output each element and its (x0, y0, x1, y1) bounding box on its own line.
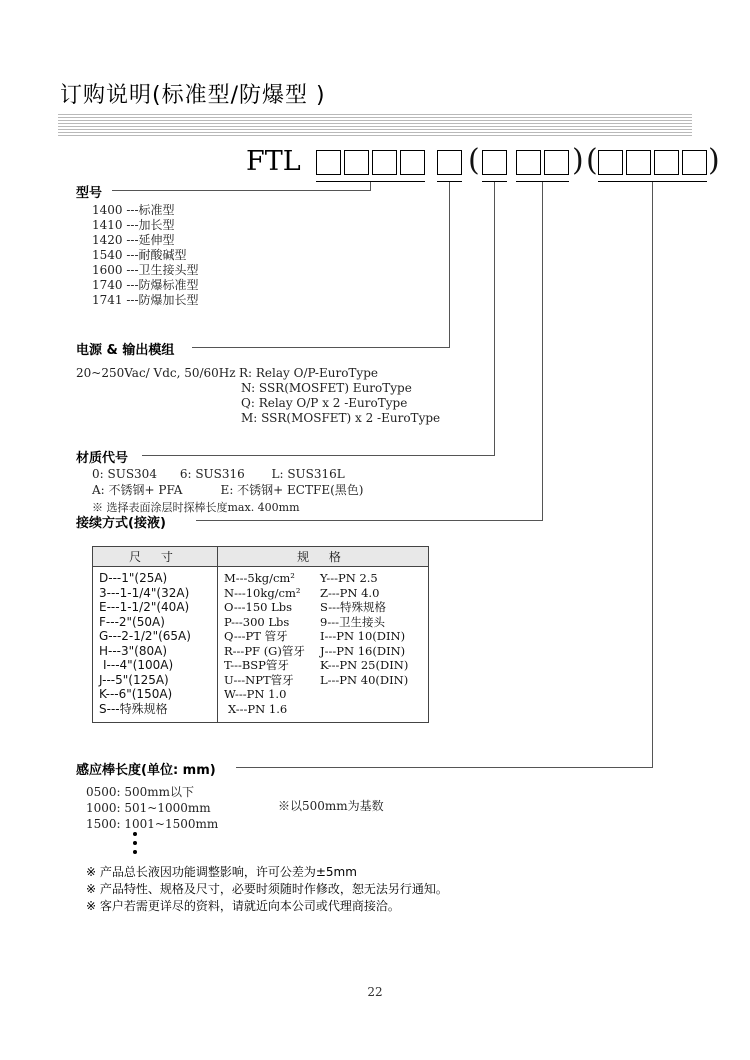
code-box-length-2 (626, 150, 651, 175)
model-item: 1600 ---卫生接头型 (92, 263, 199, 277)
length-item: 0500: 500mm以下 (86, 785, 195, 799)
length-item: 1500: 1001~1500mm (86, 817, 219, 831)
model-code-prefix: FTL (246, 146, 301, 177)
size-item: H---3"(80A) (99, 643, 168, 658)
connection-section-label: 接续方式(接液) (76, 516, 166, 531)
spec-item: P---300 Lbs (224, 614, 290, 629)
material-line-1: 0: SUS304 6: SUS316 L: SUS316L (92, 467, 345, 481)
size-item: 3---1-1/4"(32A) (99, 585, 190, 600)
code-box-connection-2 (544, 150, 569, 175)
length-leader-horizontal (236, 767, 652, 768)
power-leader-horizontal (192, 347, 449, 348)
power-leader-vertical (449, 182, 450, 348)
model-list (92, 203, 199, 308)
size-item: J---5"(125A) (99, 672, 169, 687)
code-box-length-1 (598, 150, 623, 175)
connection-spec-table (92, 546, 429, 723)
model-item: 1400 ---标准型 (92, 203, 175, 217)
material-line-2: A: 不锈钢+ PFA E: 不锈钢+ ECTFE(黑色) (92, 483, 364, 497)
power-output-list (239, 366, 440, 426)
spec-item: Q---PT 管牙 (224, 629, 288, 643)
power-section-label: 电源 & 输出模组 (76, 343, 175, 358)
spec-item: S---特殊规格 (320, 600, 386, 614)
footer-notes (86, 864, 448, 915)
spec-item: Y---PN 2.5 (320, 571, 378, 585)
material-section-label: 材质代号 (76, 451, 129, 466)
spec-item: Z---PN 4.0 (320, 585, 380, 600)
code-box-connection-1 (516, 150, 541, 175)
spec-item: K---PN 25(DIN) (320, 658, 409, 672)
model-item: 1740 ---防爆标准型 (92, 278, 199, 292)
code-box-length-3 (654, 150, 679, 175)
code-close-paren-2: ) (708, 143, 720, 178)
size-item: E---1-1/2"(40A) (99, 600, 190, 614)
table-header-spec: 规 格 (218, 547, 429, 567)
code-box-model-4 (400, 150, 425, 175)
spec-item: 9---卫生接头 (320, 614, 385, 629)
code-box-length-4 (682, 150, 707, 175)
spec-item: W---PN 1.0 (224, 687, 287, 701)
connection-leader-horizontal (196, 520, 542, 521)
code-box-model-1 (316, 150, 341, 175)
model-item: 1420 ---延伸型 (92, 233, 175, 247)
code-box-model-3 (372, 150, 397, 175)
connection-leader-vertical (542, 182, 543, 521)
code-open-paren-1: ( (468, 143, 480, 178)
spec-item: N---10kg/cm² (224, 585, 301, 600)
code-box-material (482, 150, 507, 175)
material-leader-vertical (494, 182, 495, 456)
length-leader-vertical (652, 182, 653, 768)
spec-item: R---PF (G)管牙 (224, 643, 305, 658)
code-box-model-2 (344, 150, 369, 175)
continuation-dots-icon (133, 832, 137, 859)
code-box-power (437, 150, 462, 175)
spec-list-cell (218, 567, 429, 723)
material-leader-horizontal (142, 455, 494, 456)
length-item: 1000: 501~1000mm (86, 801, 211, 815)
model-item: 1741 ---防爆加长型 (92, 293, 199, 307)
footer-note: ※ 产品特性、规格及尺寸，必要时须随时作修改，恕无法另行通知。 (86, 882, 448, 896)
spec-item: T---BSP管牙 (224, 658, 289, 672)
spec-item: I---PN 10(DIN) (320, 629, 406, 643)
power-output-option: N: SSR(MOSFET) EuroType (241, 381, 412, 395)
length-section-label: 感应棒长度(单位: mm) (76, 763, 216, 778)
size-item: K---6"(150A) (99, 687, 173, 701)
page-title: 订购说明(标准型/防爆型 ) (60, 83, 326, 108)
spec-column-1 (224, 571, 320, 716)
spec-item: J---PN 16(DIN) (320, 643, 406, 658)
spec-item: L---PN 40(DIN) (320, 672, 409, 687)
header-stripe-divider (58, 114, 692, 136)
spec-item: X---PN 1.6 (228, 701, 288, 716)
footer-note: ※ 客户若需更详尽的资料，请就近向本公司或代理商接洽。 (86, 899, 400, 913)
power-output-option: M: SSR(MOSFET) x 2 -EuroType (241, 411, 441, 425)
model-item: 1410 ---加长型 (92, 218, 175, 232)
model-item: 1540 ---耐酸碱型 (92, 248, 187, 262)
code-open-paren-2: ( (586, 143, 598, 178)
table-header-size: 尺 寸 (93, 547, 218, 567)
power-supply-text: 20~250Vac/ Vdc, 50/60Hz (76, 366, 236, 380)
size-item: I---4"(100A) (103, 658, 174, 672)
model-leader-vertical (370, 182, 371, 191)
size-list-cell (93, 567, 218, 723)
footer-note: ※ 产品总长液因功能调整影响，许可公差为±5mm (86, 865, 357, 879)
size-item: S---特殊规格 (99, 701, 168, 716)
model-section-label: 型号 (76, 186, 103, 201)
spec-item: O---150 Lbs (224, 600, 293, 614)
model-leader-horizontal (112, 190, 370, 191)
length-base-note: ※以500mm为基数 (278, 799, 384, 813)
code-close-paren-1: ) (572, 143, 584, 178)
material-note: ※ 选择表面涂层时探棒长度max. 400mm (92, 501, 300, 514)
size-item: F---2"(50A) (99, 614, 165, 629)
power-output-option: R: Relay O/P-EuroType (239, 366, 378, 380)
power-output-option: Q: Relay O/P x 2 -EuroType (241, 396, 408, 410)
size-item: G---2-1/2"(65A) (99, 629, 191, 643)
spec-item: M---5kg/cm² (224, 571, 295, 585)
spec-item: U---NPT管牙 (224, 672, 294, 687)
page-number: 22 (367, 985, 383, 999)
length-list (86, 784, 218, 832)
size-item: D---1"(25A) (99, 571, 168, 585)
spec-column-2 (320, 571, 408, 716)
